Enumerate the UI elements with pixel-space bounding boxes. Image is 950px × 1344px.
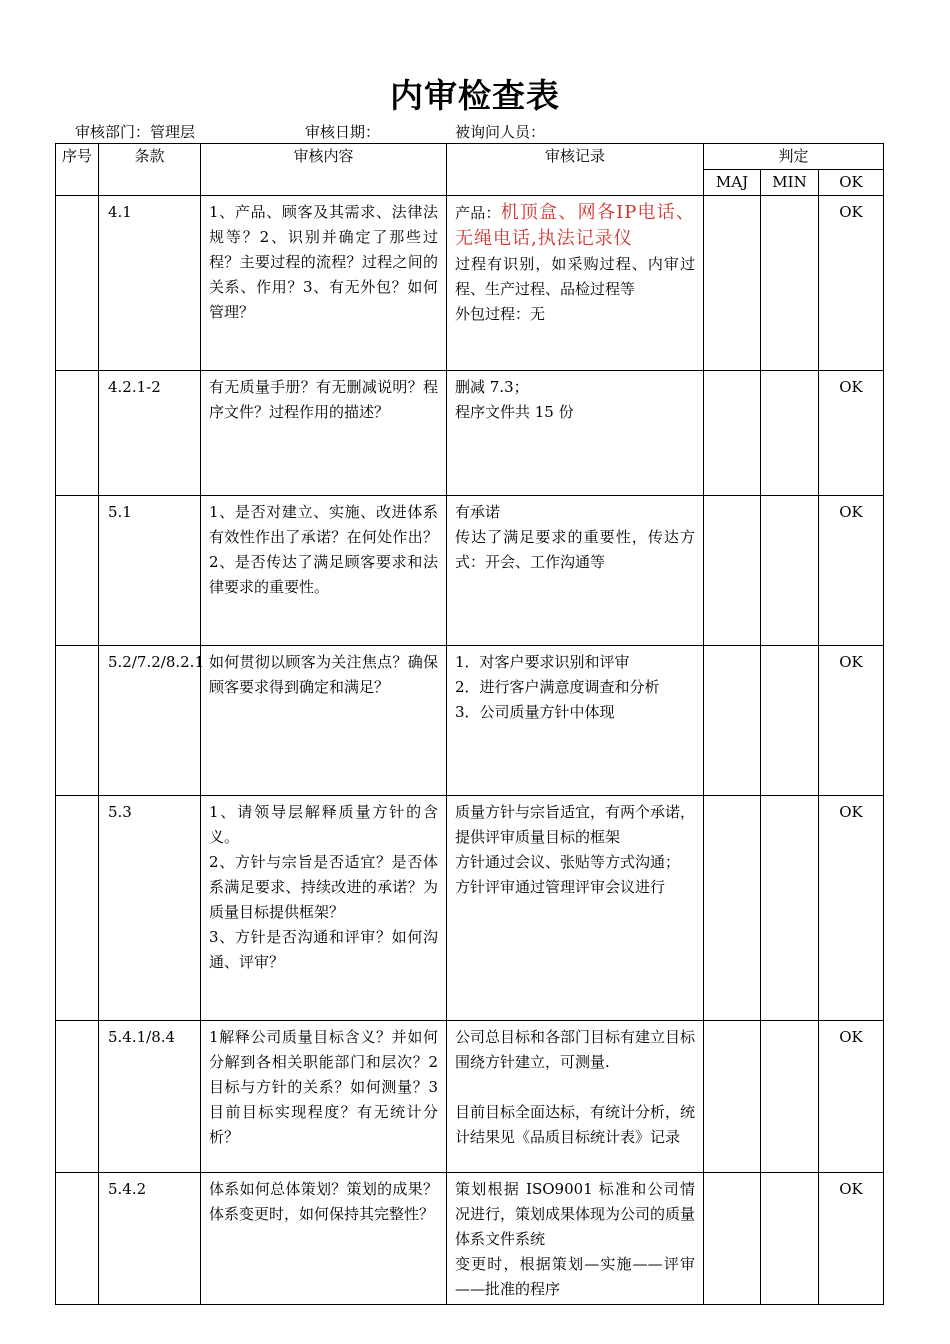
seq-cell xyxy=(56,496,99,646)
table-row xyxy=(56,1173,884,1305)
min-cell xyxy=(761,646,819,796)
record-line: 变更时，根据策划—实施——评审——批准的程序 xyxy=(455,1255,695,1298)
header-clause: 条款 xyxy=(99,144,201,196)
content-cell: 体系如何总体策划？策划的成果？体系变更时，如何保持其完整性？ xyxy=(201,1173,447,1305)
clause-cell: 5.1 xyxy=(99,496,201,646)
table-row xyxy=(56,371,884,496)
min-cell xyxy=(761,796,819,1021)
product-highlight: 机顶盒、网各IP电话、无绳电话,执法记录仪 xyxy=(455,202,695,249)
record-cell xyxy=(447,796,704,1021)
record-line: 3．公司质量方针中体现 xyxy=(455,703,615,721)
header-content: 审核内容 xyxy=(201,144,447,196)
table-row xyxy=(56,1021,884,1173)
content-cell: 有无质量手册？有无删减说明？程序文件？过程作用的描述？ xyxy=(201,371,447,496)
table-row xyxy=(56,646,884,796)
content-cell xyxy=(201,796,447,1021)
clause-cell: 5.2/7.2/8.2.1 xyxy=(99,646,201,796)
interviewee-label: 被询问人员： xyxy=(455,123,546,141)
header-record: 审核记录 xyxy=(447,144,704,196)
clause-cell: 5.3 xyxy=(99,796,201,1021)
header-ok: OK xyxy=(819,170,884,196)
record-line: 质量方针与宗旨适宜，有两个承诺，提供评审质量目标的框架 xyxy=(455,803,696,846)
ok-cell: OK xyxy=(819,1173,884,1305)
ok-cell: OK xyxy=(819,796,884,1021)
record-line: 2．进行客户满意度调查和分析 xyxy=(455,678,660,696)
maj-cell xyxy=(704,196,761,371)
content-line: 1、请领导层解释质量方针的含义。 xyxy=(209,803,438,846)
record-cell xyxy=(447,1021,704,1173)
content-cell: 如何贯彻以顾客为关注焦点？确保顾客要求得到确定和满足？ xyxy=(201,646,447,796)
page-title: 内审检查表 xyxy=(390,76,560,115)
record-line: 1．对客户要求识别和评审 xyxy=(455,653,630,671)
record-line: 删减 7.3； xyxy=(455,378,529,396)
ok-cell: OK xyxy=(819,496,884,646)
date-label: 审核日期： xyxy=(305,123,381,141)
seq-cell xyxy=(56,196,99,371)
clause-cell: 5.4.1/8.4 xyxy=(99,1021,201,1173)
clause-cell: 4.2.1-2 xyxy=(99,371,201,496)
record-cell xyxy=(447,646,704,796)
clause-cell: 4.1 xyxy=(99,196,201,371)
ok-cell: OK xyxy=(819,646,884,796)
maj-cell xyxy=(704,646,761,796)
record-line: 方针通过会议、张贴等方式沟通； xyxy=(455,853,681,871)
table-row xyxy=(56,196,884,371)
clause-cell: 5.4.2 xyxy=(99,1173,201,1305)
record-line: 策划根据 ISO9001 标准和公司情况进行，策划成果体现为公司的质量体系文件系统 xyxy=(455,1180,696,1248)
min-cell xyxy=(761,371,819,496)
maj-cell xyxy=(704,796,761,1021)
department-label: 审核部门：管理层 xyxy=(75,123,196,141)
seq-cell xyxy=(56,796,99,1021)
ok-cell: OK xyxy=(819,196,884,371)
header-seq: 序号 xyxy=(56,144,99,196)
min-cell xyxy=(761,1173,819,1305)
min-cell xyxy=(761,1021,819,1173)
min-cell xyxy=(761,196,819,371)
audit-checklist-table xyxy=(55,143,884,1305)
record-line: 传达了满足要求的重要性，传达方式：开会、工作沟通等 xyxy=(455,528,695,571)
header-maj: MAJ xyxy=(704,170,761,196)
record-line: 外包过程：无 xyxy=(455,305,546,323)
record-cell xyxy=(447,1173,704,1305)
record-line: 有承诺 xyxy=(455,503,501,521)
content-line: 2、方针与宗旨是否适宜？是否体系满足要求、持续改进的承诺？为质量目标提供框架？ xyxy=(209,853,438,921)
record-cell xyxy=(447,371,704,496)
record-line: 方针评审通过管理评审会议进行 xyxy=(455,878,666,896)
content-cell: 1解释公司质量目标含义？并如何分解到各相关职能部门和层次？2目标与方针的关系？如何测量？3目前目标实现程度？有无统计分析？ xyxy=(201,1021,447,1173)
content-cell: 1、产品、顾客及其需求、法律法规等？2、识别并确定了那些过程？主要过程的流程？过程之间的关系、作用？3、有无外包？如何管理？ xyxy=(201,196,447,371)
record-line: 程序文件共 15 份 xyxy=(455,403,574,421)
seq-cell xyxy=(56,646,99,796)
ok-cell: OK xyxy=(819,1021,884,1173)
record-line: 目前目标全面达标，有统计分析，统计结果见《品质目标统计表》记录 xyxy=(455,1103,696,1146)
maj-cell xyxy=(704,371,761,496)
content-cell: 1、是否对建立、实施、改进体系有效性作出了承诺？在何处作出？2、是否传达了满足顾客要求和法律要求的重要性。 xyxy=(201,496,447,646)
seq-cell xyxy=(56,1173,99,1305)
ok-cell: OK xyxy=(819,371,884,496)
maj-cell xyxy=(704,1173,761,1305)
record-cell xyxy=(447,496,704,646)
record-prefix: 产品： xyxy=(455,204,501,222)
seq-cell xyxy=(56,371,99,496)
content-line: 3、方针是否沟通和评审？如何沟通、评审？ xyxy=(209,928,438,971)
header-min: MIN xyxy=(761,170,819,196)
record-line: 过程有识别，如采购过程、内审过程、生产过程、品检过程等 xyxy=(455,255,695,298)
min-cell xyxy=(761,496,819,646)
seq-cell xyxy=(56,1021,99,1173)
record-line: 公司总目标和各部门目标有建立目标围绕方针建立，可测量. xyxy=(455,1028,696,1071)
record-blank-line xyxy=(455,1075,695,1100)
maj-cell xyxy=(704,496,761,646)
table-row xyxy=(56,496,884,646)
maj-cell xyxy=(704,1021,761,1173)
record-cell xyxy=(447,196,704,371)
table-row xyxy=(56,796,884,1021)
header-judgement: 判定 xyxy=(704,144,884,170)
